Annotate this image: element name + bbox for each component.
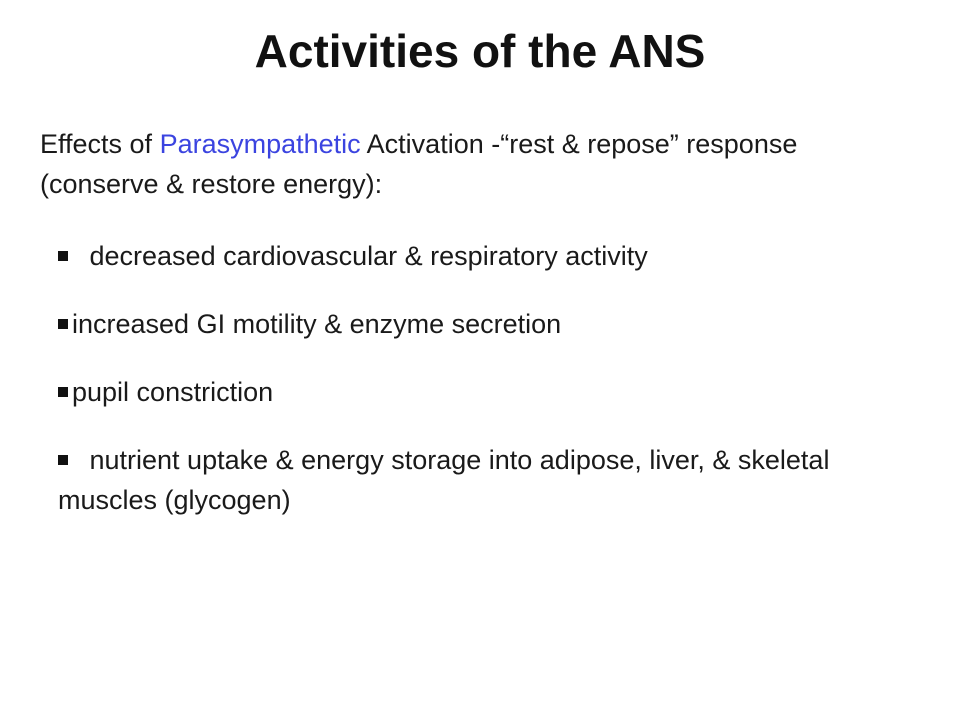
slide-title: Activities of the ANS — [254, 25, 706, 77]
square-bullet-icon — [58, 319, 68, 329]
square-bullet-icon — [58, 455, 68, 465]
intro-paragraph — [40, 124, 920, 204]
list-item — [58, 440, 928, 520]
intro-prefix: Effects of — [40, 129, 160, 159]
bullet-list — [58, 236, 928, 520]
list-item — [58, 236, 928, 276]
square-bullet-icon — [58, 251, 68, 261]
list-item — [58, 304, 928, 344]
bullet-text: nutrient uptake & energy storage into adipose, liver, & skeletal muscles (glycogen) — [58, 445, 830, 515]
bullet-text: decreased cardiovascular & respiratory activity — [82, 241, 648, 271]
square-bullet-icon — [58, 387, 68, 397]
intro-suffix: Activation -“rest & repose” response (conserve & restore energy): — [40, 129, 798, 199]
list-item — [58, 372, 928, 412]
intro-highlight: Parasympathetic — [159, 129, 361, 159]
bullet-text: increased GI motility & enzyme secretion — [72, 309, 562, 339]
bullet-text: pupil constriction — [72, 377, 274, 407]
